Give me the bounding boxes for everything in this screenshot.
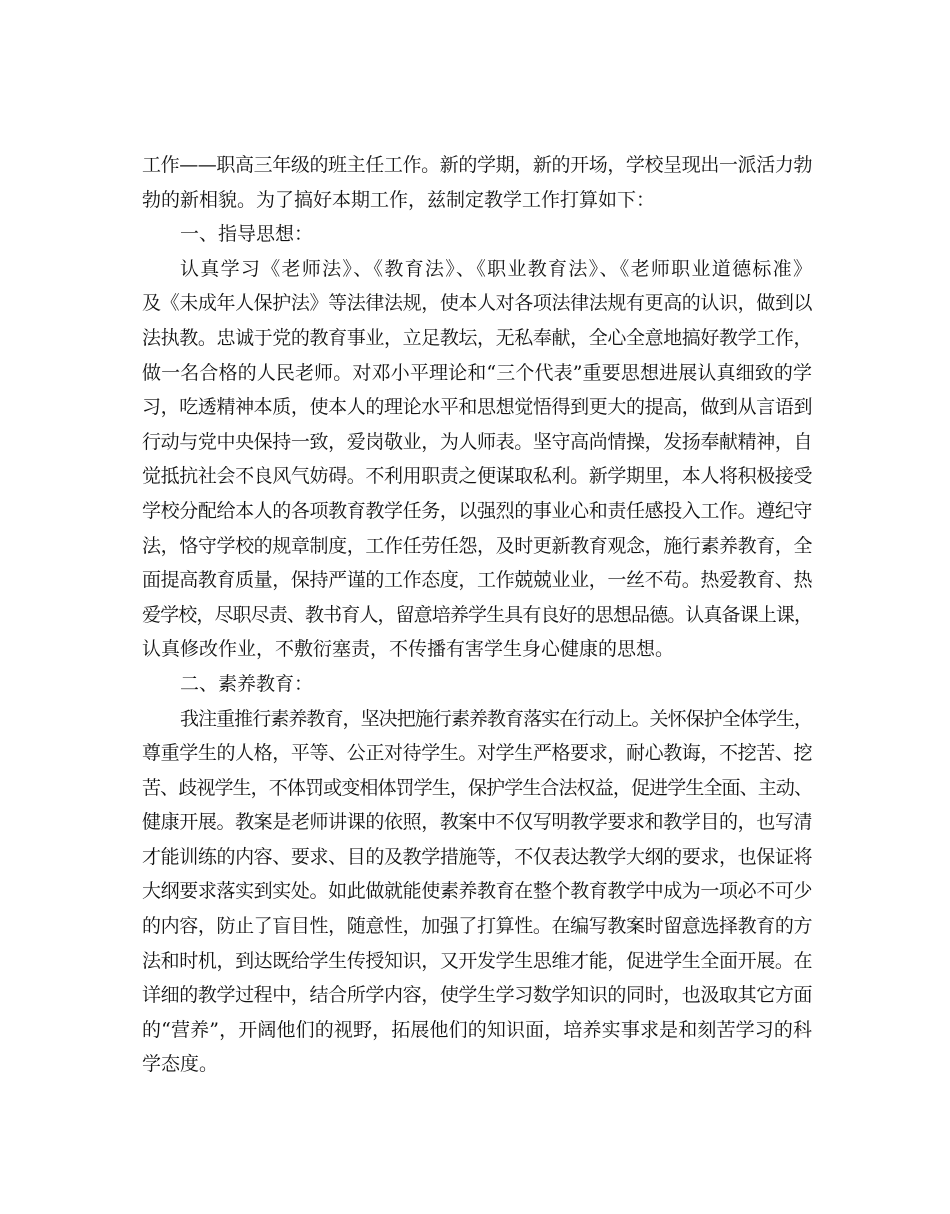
text-line: 健康开展。教案是老师讲课的依照，教案中不仅写明教学要求和教学目的，也写清 [142,811,812,834]
document-body [142,148,812,1082]
text-line: 苦、歧视学生，不体罚或变相体罚学生，保护学生合法权益，促进学生全面、主动、 [142,776,812,799]
text-line: 详细的教学过程中，结合所学内容，使学生学习数学知识的同时，也汲取其它方面 [142,984,812,1007]
text-line: 法，恪守学校的规章制度，工作任劳任怨，及时更新教育观念，施行素养教育，全 [142,534,812,557]
text-line: 觉抵抗社会不良风气妨碍。不利用职责之便谋取私利。新学期里，本人将积极接受 [142,465,812,488]
text-line: 学校分配给本人的各项教育教学任务，以强烈的事业心和责任感投入工作。遵纪守 [142,499,812,522]
text-line: 才能训练的内容、要求、目的及教学措施等，不仅表达教学大纲的要求，也保证将 [142,845,812,868]
text-line: 认真学习《老师法》、《教育法》、《职业教育法》、《老师职业道德标准》 [180,257,812,280]
text-line: 习，吃透精神本质，使本人的理论水平和思想觉悟得到更大的提高，做到从言语到 [142,396,812,419]
text-line: 爱学校，尽职尽责、教书育人，留意培养学生具有良好的思想品德。认真备课上课， [142,603,812,626]
text-line: 认真修改作业，不敷衍塞责，不传播有害学生身心健康的思想。 [142,638,675,661]
text-line: 工作——职高三年级的班主任工作。新的学期，新的开场，学校呈现出一派活力勃 [142,154,812,176]
text-line: 尊重学生的人格，平等、公正对待学生。对学生严格要求，耐心教诲，不挖苦、挖 [142,742,812,765]
text-line: 的内容，防止了盲目性，随意性，加强了打算性。在编写教案时留意选择教育的方 [142,915,812,938]
section-heading: 一、指导思想： [180,223,314,246]
text-line: 学态度。 [142,1053,219,1076]
text-line: 面提高教育质量，保持严谨的工作态度，工作兢兢业业，一丝不苟。热爱教育、热 [142,569,812,592]
section-heading: 二、素养教育： [180,672,314,695]
text-line: 的“营养”，开阔他们的视野，拓展他们的知识面，培养实事求是和刻苦学习的科 [142,1018,812,1041]
text-line: 做一名合格的人民老师。对邓小平理论和“三个代表”重要思想进展认真细致的学 [142,361,812,384]
text-line: 大纲要求落实到实处。如此做就能使素养教育在整个教育教学中成为一项必不可少 [142,880,812,903]
text-line: 行动与党中央保持一致，爱岗敬业，为人师表。坚守高尚情操，发扬奉献精神，自 [142,430,812,453]
text-line: 及《未成年人保护法》等法律法规，使本人对各项法律法规有更高的认识，做到以 [142,292,812,315]
text-line: 我注重推行素养教育，坚决把施行素养教育落实在行动上。关怀保护全体学生， [180,707,812,730]
text-line: 法和时机，到达既给学生传授知识，又开发学生思维才能，促进学生全面开展。在 [142,949,812,972]
text-line: 勃的新相貌。为了搞好本期工作，兹制定教学工作打算如下： [142,188,656,211]
text-line: 法执教。忠诚于党的教育事业，立足教坛，无私奉献，全心全意地搞好教学工作， [142,326,812,349]
